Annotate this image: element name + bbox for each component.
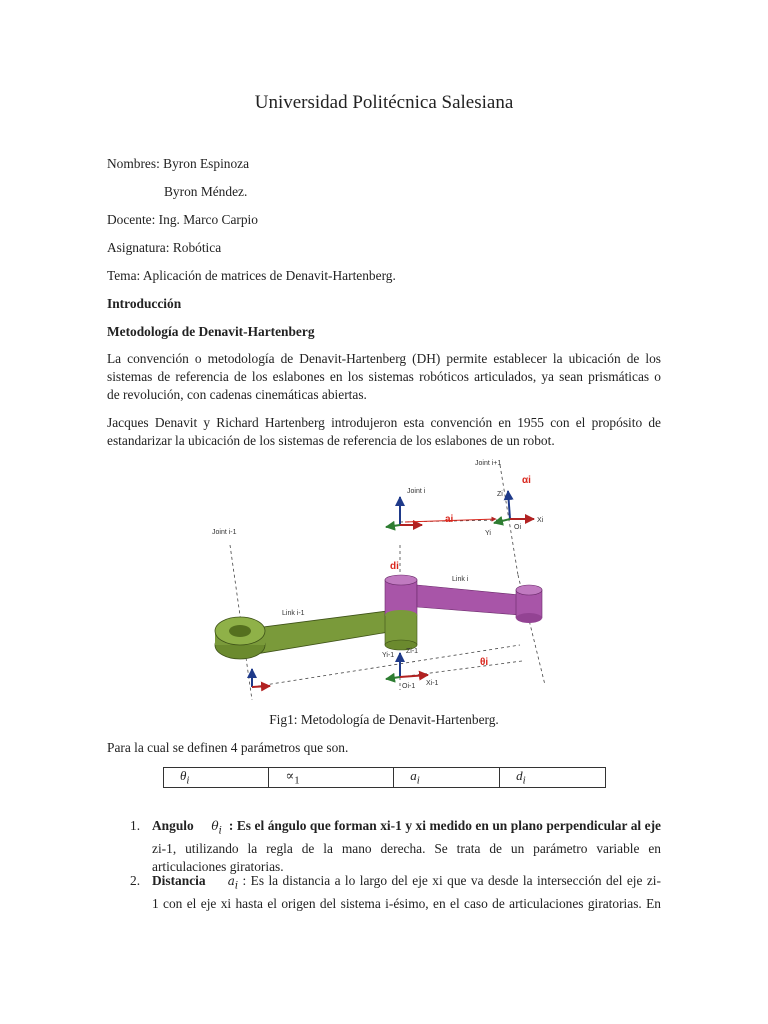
paragraph-line: de revolución, con cadenas cinemáticas abiertas. <box>107 387 367 402</box>
dh-diagram <box>200 455 568 705</box>
table-cell: $\theta_i$ <box>164 768 269 788</box>
page-title: Universidad Politécnica Salesiana <box>254 92 514 113</box>
paragraph-line: Jacques Denavit y Richard Hartenberg introdujeron esta convención en 1955 con el propósito de <box>107 415 661 430</box>
label-joint-i: Joint i <box>407 488 426 495</box>
theta-symbol: $\theta_i$ <box>211 819 222 837</box>
list-line <box>152 872 661 895</box>
label-zi-1: Zi-1 <box>406 648 419 655</box>
list-term: Angulo <box>152 818 194 833</box>
nombres-second: Byron Méndez. <box>164 184 248 199</box>
label-alpha-i: αi <box>522 475 531 486</box>
list-line: 1 con el eje xi hasta el origen del sistema i-ésimo, en el caso de articulaciones giratorias. En <box>152 896 661 912</box>
section-heading-intro: Introducción <box>107 296 182 311</box>
label-oi: Oi <box>514 524 521 531</box>
figure-caption: Fig1: Metodología de Denavit-Hartenberg. <box>269 712 499 727</box>
paragraph-line: La convención o metodología de Denavit-Hartenberg (DH) permite establecer la ubicación de los <box>107 351 661 366</box>
paragraph-line: sistemas de referencia de los eslabones en los sistemas robóticos articulados, ya sean prismáticas o <box>107 369 661 384</box>
docente-line: Docente: Ing. Marco Carpio <box>107 212 258 227</box>
list-body <box>152 817 661 876</box>
label-ai: ai <box>445 514 454 525</box>
joint-i-cylinder <box>385 575 417 650</box>
link-i-minus-1 <box>215 610 395 659</box>
tema-line: Tema: Aplicación de matrices de Denavit-Hartenberg. <box>107 268 396 283</box>
nombres-line: Nombres: Byron Espinoza <box>107 156 250 171</box>
label-zi: Zi <box>497 491 503 498</box>
label-yi-1: Yi-1 <box>382 652 395 659</box>
list-body <box>152 872 661 913</box>
list-number: 2. <box>130 873 141 888</box>
a-symbol: $a_i$ <box>227 874 239 892</box>
frame-joint-i <box>386 497 422 527</box>
label-joint-i-minus-1: Joint i-1 <box>212 529 237 536</box>
paragraph-2 <box>107 414 661 450</box>
label-joint-i-plus-1: Joint i+1 <box>475 460 502 467</box>
label-xi-1: Xi-1 <box>426 680 439 687</box>
list-line-text: : Es el ángulo que forman xi-1 y xi medido en un plano perpendicular al eje <box>228 818 661 833</box>
list-number: 1. <box>130 818 141 833</box>
table-cell: $d_i$ <box>500 768 606 788</box>
table-cell: $\propto_1$ <box>269 768 394 788</box>
paragraph-1 <box>107 350 661 404</box>
label-yi: Yi <box>485 530 491 537</box>
label-di: di <box>390 561 399 572</box>
section-heading-metodologia: Metodología de Denavit-Hartenberg <box>107 324 315 339</box>
paragraph-line: estandarizar la ubicación de los sistemas de referencia de los eslabones de un robot. <box>107 433 555 448</box>
table-cell: $a_i$ <box>394 768 500 788</box>
list-line: zi-1, utilizando la regla de la mano derecha. Se trata de un parámetro variable en <box>152 841 661 857</box>
list-term: Distancia <box>152 873 206 888</box>
frame-i-minus-1 <box>252 653 428 687</box>
asignatura-line: Asignatura: Robótica <box>107 240 222 255</box>
list-line: articulaciones giratorias. <box>152 859 284 875</box>
list-line-text: : Es la distancia a lo largo del eje xi que va desde la intersección del eje zi- <box>242 873 661 888</box>
label-xi: Xi <box>537 517 544 524</box>
list-line <box>152 817 661 840</box>
link-i <box>417 585 542 623</box>
label-link-i: Link i <box>452 576 469 583</box>
label-link-i-minus-1: Link i-1 <box>282 610 305 617</box>
table-row <box>164 768 606 788</box>
label-theta-i: θi <box>480 657 489 668</box>
params-table <box>163 767 606 788</box>
label-oi-1: Oi-1 <box>402 683 416 690</box>
params-intro: Para la cual se definen 4 parámetros que son. <box>107 740 349 755</box>
